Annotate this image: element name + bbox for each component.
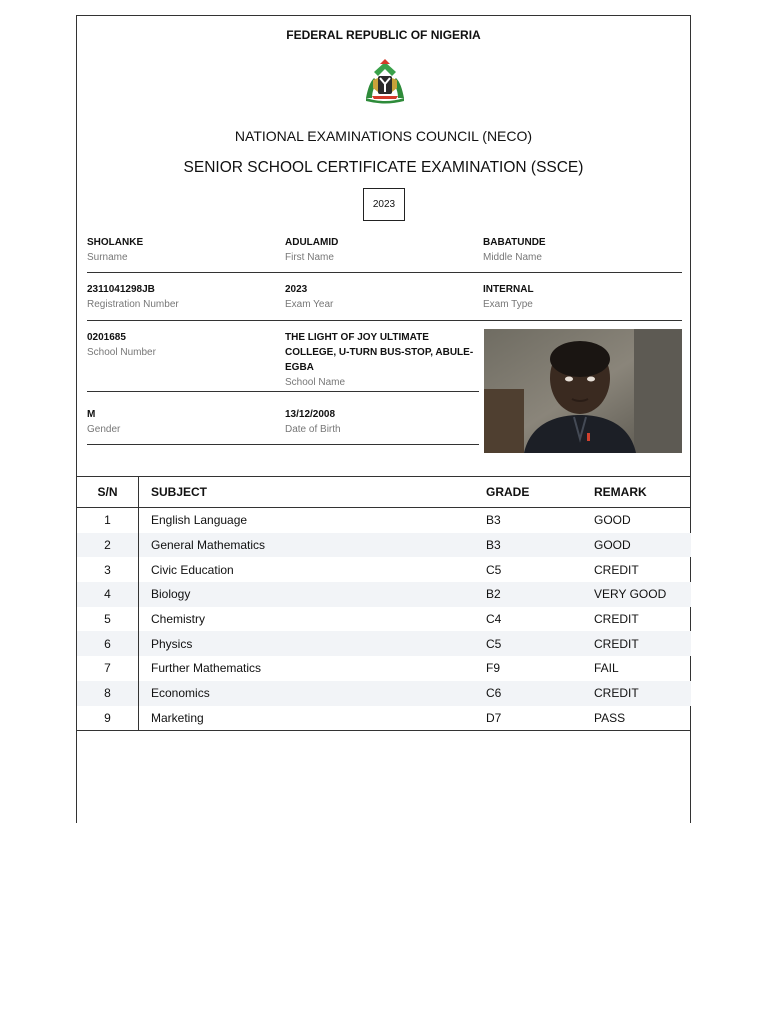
first-name-value: ADULAMID [285,237,339,248]
reg-number-value: 2311041298JB [87,284,155,295]
table-row [77,656,691,681]
exam-type-label: Exam Type [483,299,533,310]
exam-title: SENIOR SCHOOL CERTIFICATE EXAMINATION (SSCE) [183,159,584,176]
candidate-photo [484,329,682,453]
column-header-subject: SUBJECT [139,477,487,508]
row-sn: 4 [77,582,139,607]
row-subject: Physics [139,631,487,656]
nigeria-coat-of-arms-icon [360,58,410,104]
row-remark: GOOD [594,533,691,558]
row-remark: PASS [594,706,691,731]
row-subject: General Mathematics [139,533,487,558]
council-title: NATIONAL EXAMINATIONS COUNCIL (NECO) [234,128,533,144]
row-remark: VERY GOOD [594,582,691,607]
divider [87,320,682,321]
row-subject: Further Mathematics [151,661,262,676]
country-heading: FEDERAL REPUBLIC OF NIGERIA [286,28,481,42]
exam-year-value: 2023 [285,284,308,295]
row-sn: 1 [77,508,139,533]
row-subject: English Language [151,513,248,528]
results-header-row [77,477,691,508]
results-table [77,476,691,731]
surname-label: Surname [87,252,128,263]
row-sn: 9 [77,706,139,731]
row-subject: Economics [139,681,487,706]
row-grade: C5 [486,562,502,577]
table-row [77,607,691,632]
row-grade: D7 [486,706,594,731]
exam-year-field [285,282,475,312]
middle-name-label: Middle Name [483,252,542,263]
row-sn: 8 [77,681,139,706]
row-grade: C5 [486,631,594,656]
row-grade: C6 [486,681,594,706]
divider [87,272,682,273]
gender-label: Gender [87,424,121,435]
table-row [77,706,691,731]
gender-value: M [87,409,96,420]
school-number-field [87,330,277,360]
row-remark: CREDIT [594,631,691,656]
exam-year-label: Exam Year [285,299,334,310]
row-subject: Marketing [139,706,487,731]
dob-field [285,407,475,437]
reg-number-field [87,282,277,312]
table-row [77,533,691,558]
column-header-remark: REMARK [594,477,691,508]
row-grade: C4 [486,612,502,627]
row-sn: 5 [77,607,139,632]
row-remark: CREDIT [594,612,639,627]
surname-field [87,235,277,265]
middle-name-field [483,235,673,265]
row-remark: CREDIT [594,681,691,706]
row-grade: B2 [486,582,594,607]
row-sn: 2 [77,533,139,558]
row-sn: 6 [77,631,139,656]
dob-label: Date of Birth [285,424,341,435]
row-sn: 3 [77,557,139,582]
table-row [77,681,691,706]
school-name-label: School Name [285,377,346,388]
school-name-field [285,330,475,390]
school-number-value: 0201685 [87,332,126,343]
exam-year-box: 2023 [363,188,405,221]
row-remark: GOOD [594,513,631,528]
table-row [77,631,691,656]
reg-number-label: Registration Number [87,299,179,310]
result-sheet [76,15,691,823]
row-subject: Biology [139,582,487,607]
exam-type-value: INTERNAL [483,284,534,295]
row-sn: 7 [77,656,139,681]
school-number-label: School Number [87,347,156,358]
divider [87,391,479,392]
dob-value: 13/12/2008 [285,409,336,420]
row-subject: Civic Education [151,562,234,577]
gender-field [87,407,277,437]
first-name-field [285,235,475,265]
school-name-value: THE LIGHT OF JOY ULTIMATE COLLEGE, U-TURN BUS-STOP, ABULE-EGBA [285,332,474,373]
column-header-sn: S/N [77,477,139,508]
divider [87,444,479,445]
row-remark: FAIL [594,661,619,676]
row-grade: B3 [486,533,594,558]
row-subject: Chemistry [151,612,206,627]
table-row [77,582,691,607]
table-row [77,557,691,582]
exam-type-field [483,282,673,312]
first-name-label: First Name [285,252,334,263]
row-remark: CREDIT [594,562,639,577]
row-grade: F9 [486,661,501,676]
row-grade: B3 [486,513,501,528]
surname-value: SHOLANKE [87,237,144,248]
middle-name-value: BABATUNDE [483,237,546,248]
table-row [77,508,691,533]
column-header-grade: GRADE [486,477,594,508]
